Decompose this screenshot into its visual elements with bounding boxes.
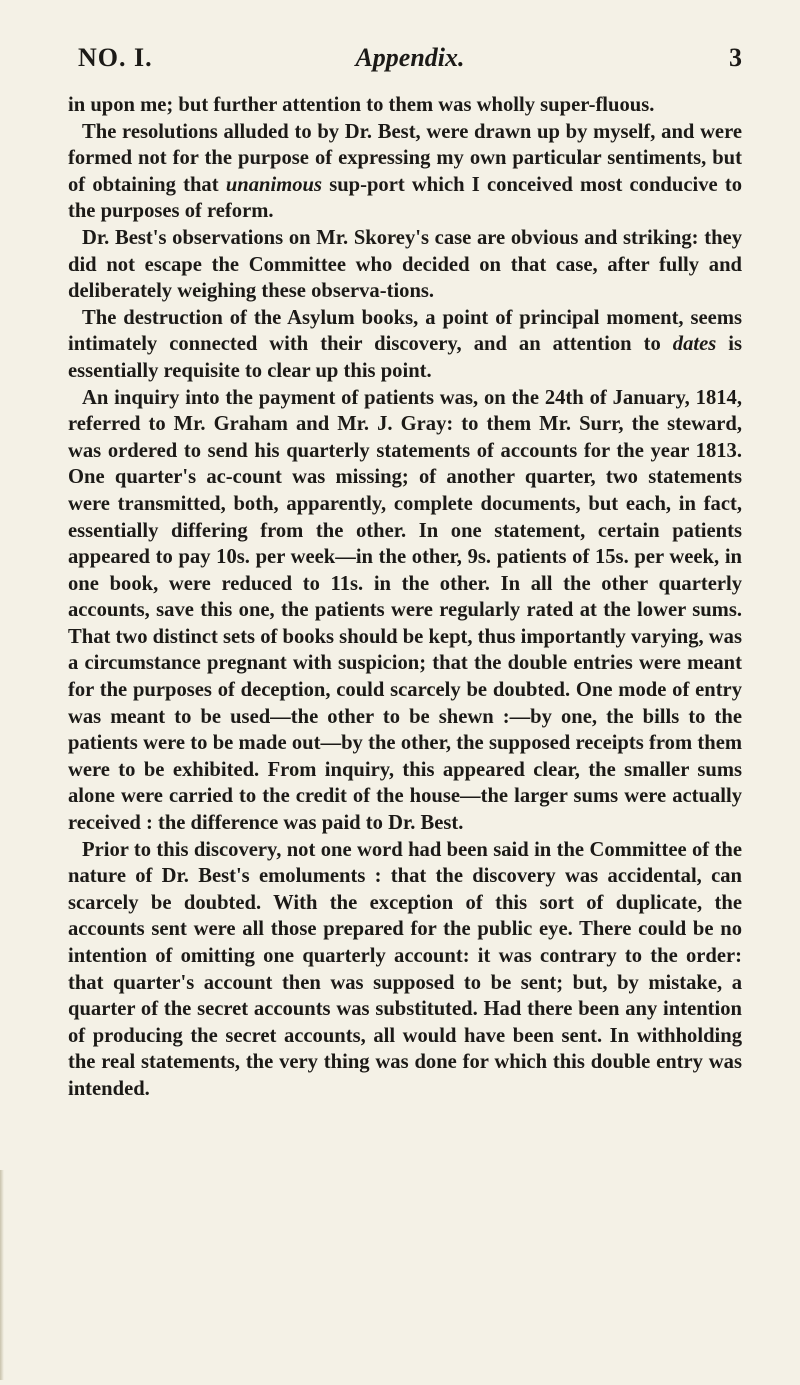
emphasis-dates: dates xyxy=(672,333,717,356)
paragraph-4 xyxy=(68,305,742,385)
paragraph-text: The destruction of the Asylum books, a point of principal moment, seems intimately connected with their discovery, and an attention to xyxy=(68,306,742,356)
paragraph-6 xyxy=(68,837,742,1103)
paragraph-text: An inquiry into the payment of patients was, on the 24th of January, 1814, referred to Mr. Graham and Mr. J. Gray: to them Mr. Surr, the steward, was ordered to send his quarterly statements of accounts for the year 1813. One quarter's ac-count was missing; of another quarter, two statements were transmitted, both, apparently, complete documents, but each, in fact, essentially differing from the other. In one statement, certain patients appeared to pay 10s. per week—in the other, 9s. patients of 15s. per week, in one book, were reduced to 11s. in the other. In all the other quarterly accounts, save this one, the patients were regularly rated at the lower sums. That two distinct sets of books should be kept, thus importantly varying, was a circumstance pregnant with suspicion; that the double entries were meant for the purposes of deception, could scarcely be doubted. One mode of entry was meant to be used—the other to be shewn :—by one, the bills to the patients were to be made out—by the other, the supposed receipts from them were to be exhibited. From inquiry, this appeared clear, the smaller sums alone were carried to the credit of the house—the larger sums were actually received : the difference was paid to Dr. Best. xyxy=(68,386,742,835)
emphasis-unanimous: unanimous xyxy=(225,173,322,196)
page-number: 3 xyxy=(729,43,742,72)
body-text xyxy=(68,92,742,1103)
paragraph-text: The resolutions alluded to by Dr. Best, were drawn up by myself, and were formed not for the purpose of expressing my own particular sentiments, but of obtaining that xyxy=(68,120,742,196)
paragraph-text: Dr. Best's observations on Mr. Skorey's case are obvious and striking: they did not escape the Committee who decided on that case, after fully and deliberately weighing these observa-tions. xyxy=(68,226,742,303)
running-head xyxy=(78,40,742,76)
paragraph-text: is essentially requisite to clear up this point. xyxy=(68,333,742,382)
paragraph-1 xyxy=(68,92,742,119)
page-edge-shadow xyxy=(0,1170,4,1380)
paragraph-text: sup-port which I conceived most conducive to the purposes of reform. xyxy=(68,173,742,223)
paragraph-3 xyxy=(68,225,742,305)
paragraph-text: Prior to this discovery, not one word had been said in the Committee of the nature of Dr. Best's emoluments : that the discovery was accidental, can scarcely be doubted. With the exception of this sort of duplicate, the accounts sent were all those prepared for the public eye. There could be no intention of omitting one quarterly account: it was contrary to the order: that quarter's account then was supposed to be sent; but, by mistake, a quarter of the secret accounts was substituted. Had there been any intention of producing the secret accounts, all would have been sent. In withholding the real statements, the very thing was done for which this double entry was intended. xyxy=(68,838,742,1100)
running-title: Appendix. xyxy=(355,43,465,72)
appendix-number: NO. I. xyxy=(78,43,153,72)
paragraph-2 xyxy=(68,119,742,225)
paragraph-5 xyxy=(68,385,742,837)
paragraph-text: in upon me; but further attention to them was wholly super-fluous. xyxy=(68,94,655,116)
